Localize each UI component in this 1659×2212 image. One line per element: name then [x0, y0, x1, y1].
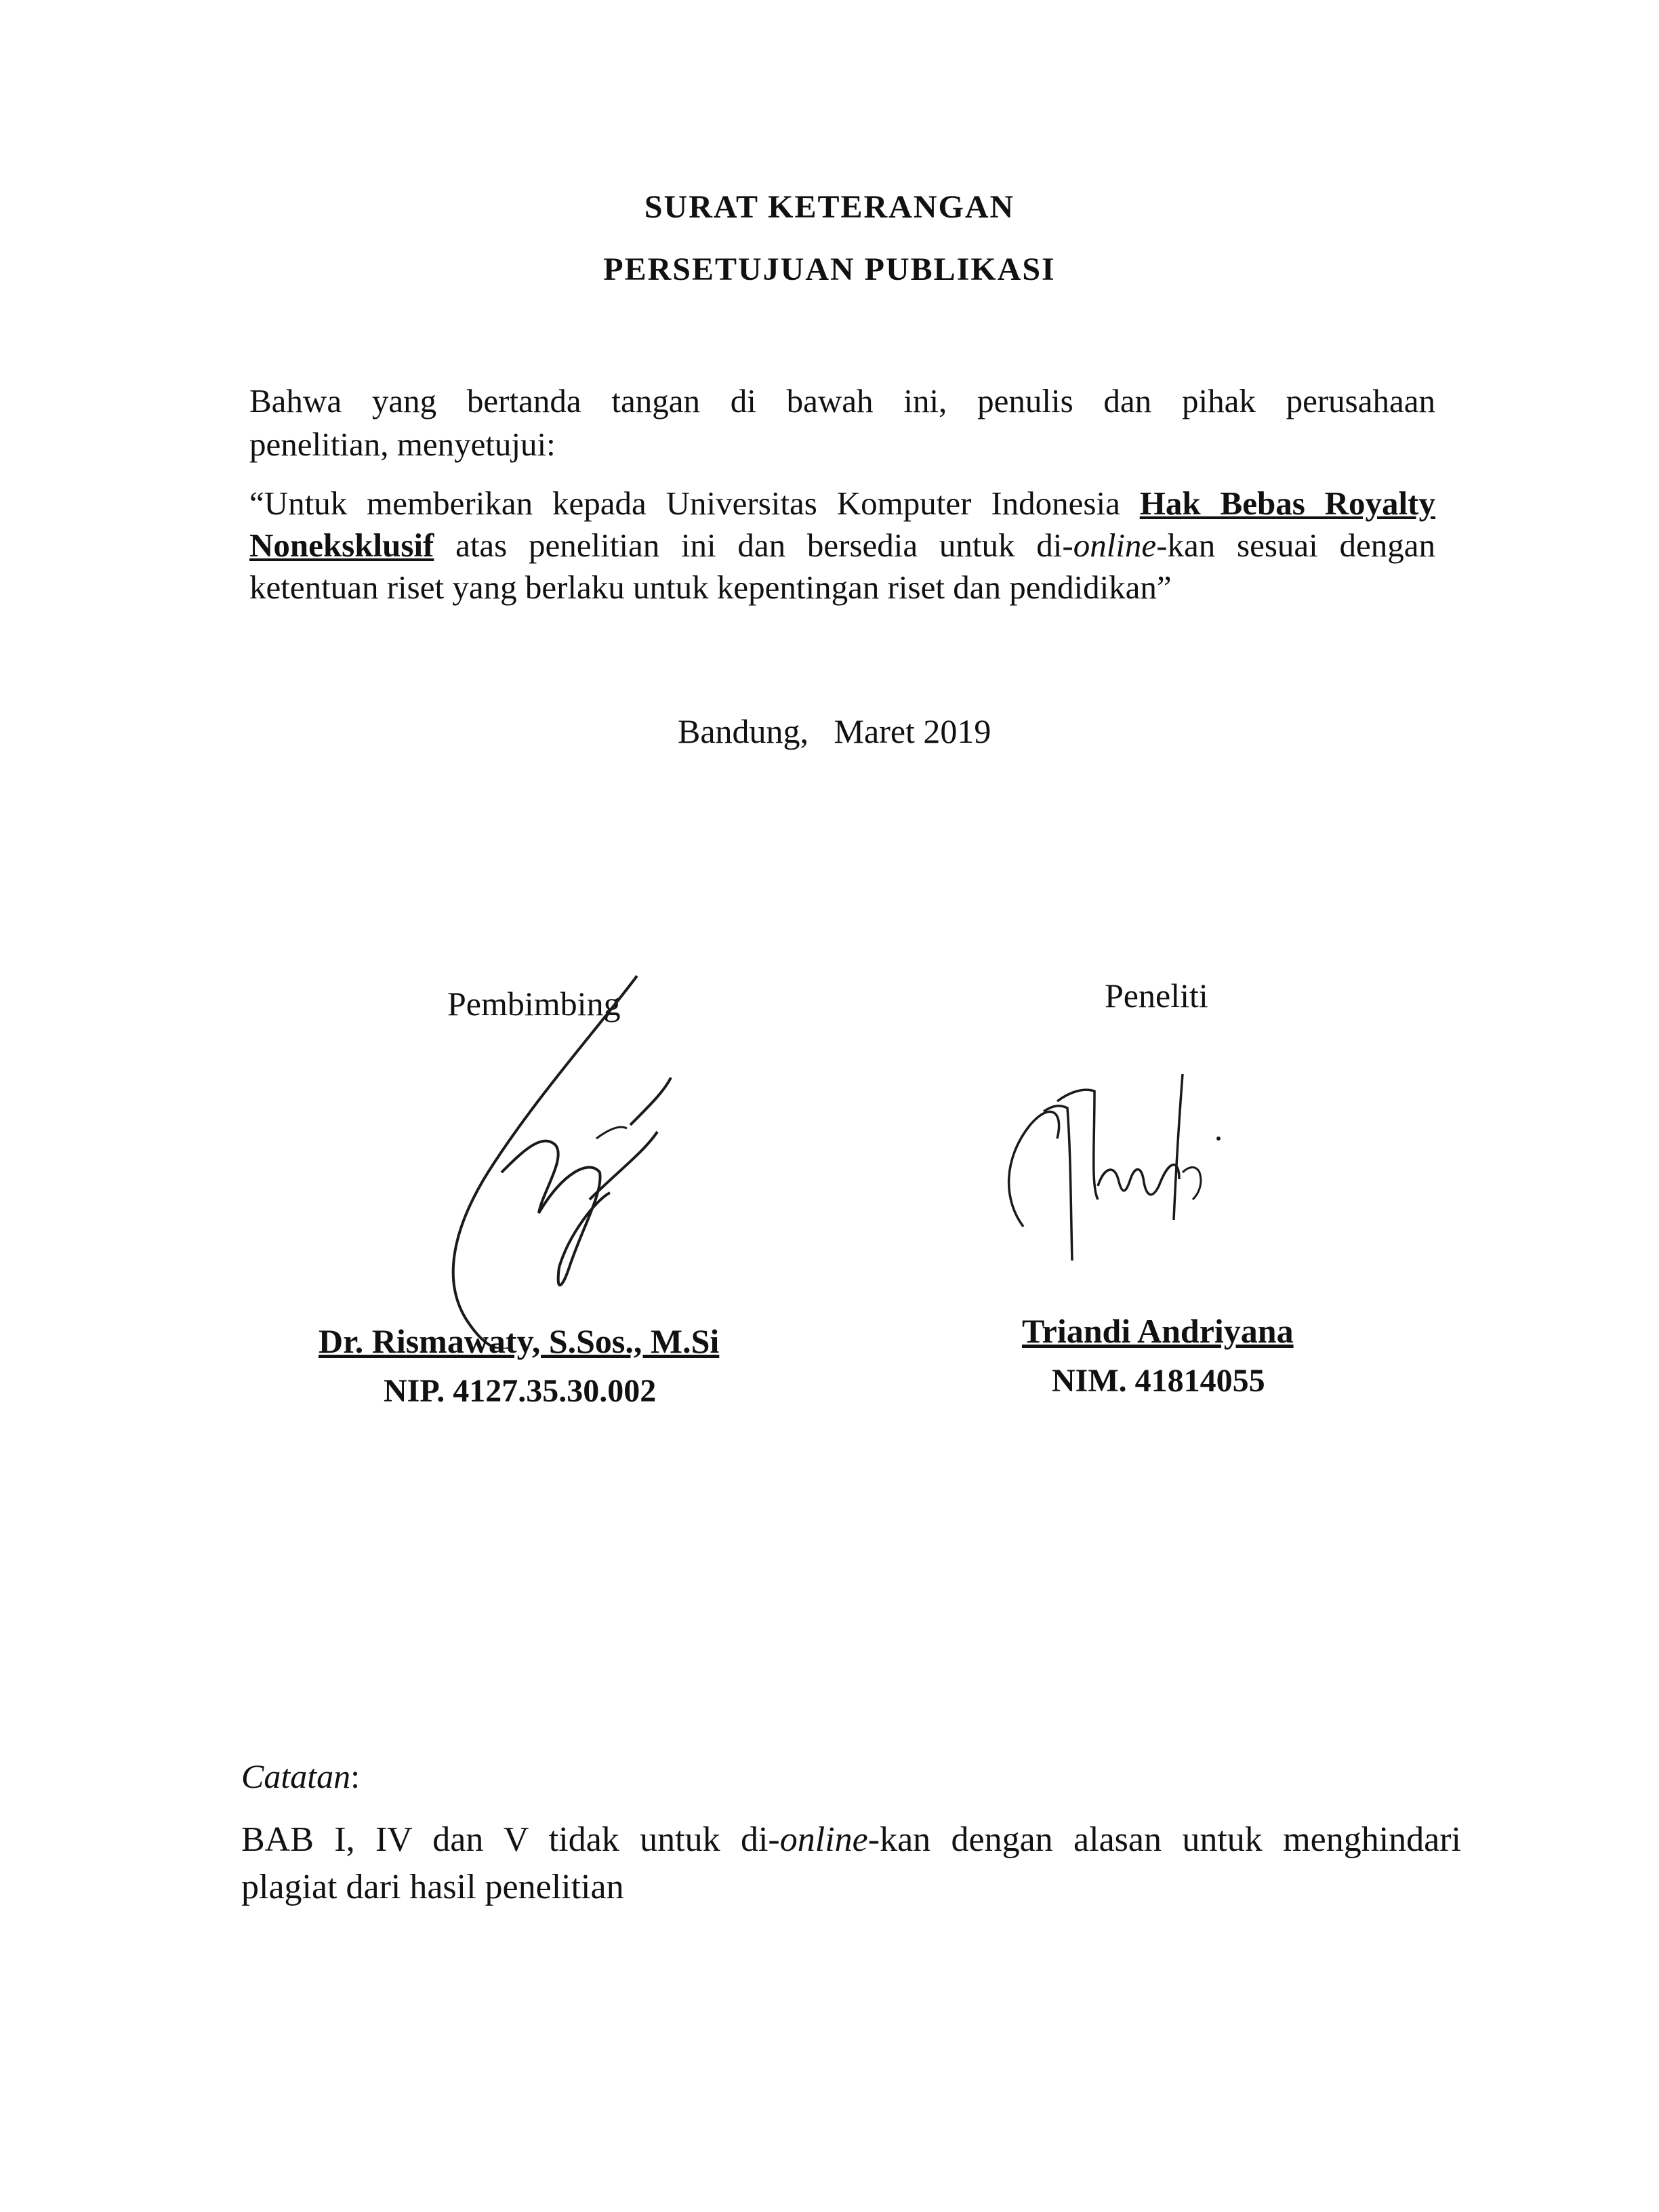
document-title: SURAT KETERANGAN	[644, 189, 1015, 225]
quote-italic: online	[1073, 527, 1157, 564]
note-label-colon: :	[350, 1757, 361, 1795]
quote-line-2	[249, 525, 1435, 567]
quote-highlight-2: Noneksklusif	[249, 527, 434, 564]
intro-line-2: penelitian, menyetujui:	[249, 426, 556, 463]
note-text-1: BAB I, IV dan V tidak untuk di-	[241, 1820, 780, 1859]
supervisor-name: Dr. Rismawaty, S.Sos., M.Si	[319, 1322, 720, 1360]
quote-text-1: “Untuk memberikan kepada Universitas Komputer Indonesia	[249, 485, 1140, 522]
intro-paragraph	[249, 380, 1435, 466]
note-label-text: Catatan	[241, 1757, 351, 1795]
supervisor-role: Pembimbing	[447, 985, 621, 1023]
note-line-2: plagiat dari hasil penelitian	[241, 1868, 624, 1906]
note-text	[241, 1816, 1461, 1911]
quote-text-2: atas penelitian ini dan bersedia untuk di-	[434, 527, 1073, 564]
supervisor-signature	[427, 969, 712, 1349]
note-text-2: -kan dengan alasan untuk menghindari	[867, 1820, 1462, 1859]
supervisor-id: NIP. 4127.35.30.002	[384, 1373, 657, 1409]
intro-line-1: Bahwa yang bertanda tangan di bawah ini, penulis dan pihak perusahaan	[249, 382, 1435, 419]
researcher-name: Triandi Andriyana	[1022, 1312, 1294, 1350]
note-line-1	[241, 1816, 1461, 1864]
quote-text-3: -kan sesuai dengan	[1156, 527, 1435, 564]
note-italic: online	[779, 1820, 868, 1859]
researcher-role: Peneliti	[1105, 977, 1208, 1015]
quote-line-1	[249, 483, 1435, 525]
researcher-signature	[996, 1064, 1227, 1274]
place-date: Bandung, Maret 2019	[678, 712, 991, 750]
agreement-quote	[249, 483, 1435, 609]
document-subtitle: PERSETUJUAN PUBLIKASI	[603, 251, 1056, 287]
note-label	[241, 1757, 360, 1796]
quote-highlight-1: Hak Bebas Royalty	[1139, 485, 1435, 522]
quote-line-3: ketentuan riset yang berlaku untuk kepentingan riset dan pendidikan”	[249, 569, 1172, 606]
researcher-id: NIM. 41814055	[1052, 1363, 1265, 1399]
